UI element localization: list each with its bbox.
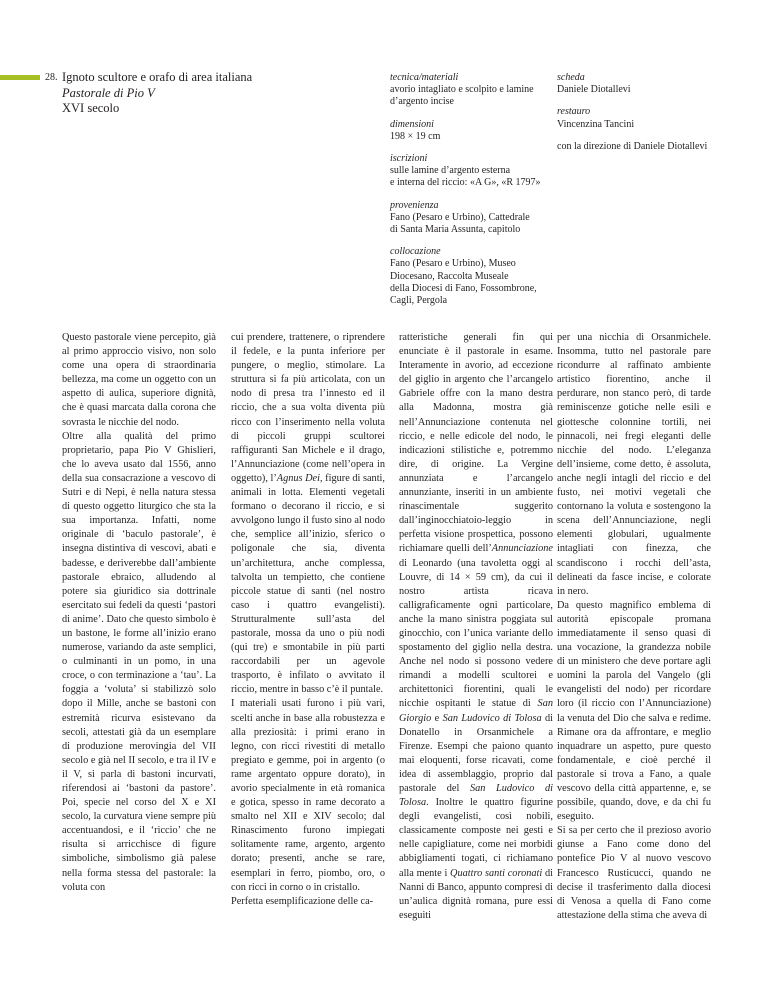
paragraph: I materiali usati furono i più vari, scelti anche in base alla robustezza e alla preziosità: i primi erano in legno, con ricci rivestiti di metallo pregiato e gemme, poi in argento (o rame argentato oppure dorato), in avorio specialmente in età romanica e gotica, spesso in rame decorato a smalto nel XII e XIV secolo; dal Rinascimento furono impiegati solitamente rame, argento, argento dorato; presenti, anche se rare, esemplari in ferro, piombo, oro, o con ricci in corno o in cristallo. [231, 698, 385, 893]
accent-bar [0, 75, 40, 80]
iscrizioni-line: e interna del riccio: «A G», «R 1797» [390, 177, 541, 189]
entry-title: Pastorale di Pio V [62, 85, 155, 100]
entry-author: Ignoto scultore e orafo di area italiana [62, 70, 253, 84]
entry-date: XVI secolo [62, 101, 120, 115]
scheda-value: Daniele Diotallevi [557, 84, 631, 96]
iscrizioni-label: iscrizioni [390, 153, 428, 165]
collocazione-label: collocazione [390, 246, 441, 258]
paragraph: per una nicchia di Orsanmichele. Insomma, tutto nel pastorale pare ricondurre al raffinato ambiente artistico fiorentino, anche il perdurare, non stanco però, di tarde reminiscenze gotiche nelle esili e giottesche colonnine tortili, nei pinnacoli, nei fregi eleganti delle nicchie del nodo. L’eleganza dell’insieme, come detto, è assoluta, anche negli intagli del riccio e del fusto, nei motivi vegetali che contornano la voluta e sostengono la scena dell’Annunciazione, negli elementi globulari, ugualmente intagliati con finezza, che scandiscono i rocchi dell’asta, delineati da fasce incise, e colorate in nero. [557, 332, 711, 597]
paragraph: Perfetta esemplificazione delle ca- [231, 895, 374, 907]
tecnica-line: avorio intagliato e scolpito e lamine [390, 84, 534, 96]
paragraph: ratteristiche generali fin qui enunciate è il pastorale in esame. Interamente in avorio, ad eccezione del giglio in argento che l’arcangelo Gabriele offre con la mano destra alla Madonna, mostra già nell’Annunciazione contenuta nel riccio, e nelle edicole del nodo, le indicazioni stilistiche e, potremmo dire, di origine. La Vergine annunziata e l’arcangelo annunziante, inseriti in un ambiente rinascimentale suggerito dall’inginocchiatoio-leggio in perfetta visione prospettica, possono richiamare quelli dell’Annunciazione di Leonardo (una tavoletta oggi al Louvre, di 14 × 59 cm), da cui il nostro artista ricava calligraficamente ogni particolare, anche la mano sinistra poggiata sul ginocchio, con l’unica variante dello spostamento del giglio nella destra. Anche nel nodo si possono vedere rimandi a modelli scultorei e architettonici fiorentini, quali le nicchie ospitanti le statue di San Giorgio e San Ludovico di Tolosa di Donatello in Orsanmichele a Firenze. Esempi che paiono quanto mai eloquenti, forse ricavati, come idea di assemblaggio, proprio dal pastorale del San Ludovico di Tolosa. Inoltre le quattro figurine degli evangelisti, così nobili, classicamente composte nei gesti e nelle capigliature, come nei morbidi abbigliamenti togati, ci richiamano alla mente i Quattro santi coronati di Nanni di Banco, appunto compresi di un’aulica dignità romana, pure essi eseguiti [399, 332, 554, 921]
provenienza-line: di Santa Maria Assunta, capitolo [390, 224, 521, 236]
iscrizioni-line: sulle lamine d’argento esterna [390, 165, 511, 177]
body-column-4 [557, 331, 711, 923]
direzione-note: con la direzione di Daniele Diotallevi [557, 140, 708, 152]
tecnica-line: d’argento incise [390, 96, 454, 108]
collocazione-line: Diocesano, Raccolta Museale [390, 270, 509, 282]
collocazione-line: Fano (Pesaro e Urbino), Museo [390, 258, 516, 270]
credits [557, 72, 757, 153]
dimensioni-value: 198 × 19 cm [390, 130, 441, 142]
dimensioni-label: dimensioni [390, 118, 434, 130]
body-column-1 [62, 331, 216, 895]
collocazione-line: della Diocesi di Fano, Fossombrone, [390, 282, 537, 294]
provenienza-label: provenienza [390, 199, 439, 211]
body-column-2 [231, 331, 385, 909]
paragraph: Si sa per certo che il prezioso avorio giunse a Fano come dono del pontefice Pio V al nuovo vescovo Francesco Rusticucci, quando ne decise il trasferimento dalla diocesi di Venosa a quella di Fano come attestazione della stima che aveva di [557, 825, 711, 921]
restauro-value: Vincenzina Tancini [557, 118, 635, 130]
collocazione-line: Cagli, Pergola [390, 295, 448, 307]
provenienza-line: Fano (Pesaro e Urbino), Cattedrale [390, 211, 530, 223]
paragraph: Da questo magnifico emblema di autorità episcopale promana immediatamente il senso quasi di una vocazione, la grandezza nobile di un ministero che deve portare agli uomini la parola del Vangelo (gli evangelisti del nodo) per ricordare loro (il riccio con l’Annunciazione) la venuta del Dio che salva e redime. Rimane ora da affrontare, e meglio inquadrare un aspetto, pure questo fondamentale, e cioè perché il pastorale si trova a Fano, a quale vescovo della città appartenne, e, se possibile, quando, dove, e da chi fu eseguito. [557, 599, 711, 823]
technical-data [390, 72, 565, 307]
paragraph: Questo pastorale viene percepito, già al primo approccio visivo, non solo come una opera di straordinaria bellezza, ma come un oggetto con un aspetto di aulica, superiore dignità, che è quasi marcata dalla corona che sovrasta le nicchie del nodo. [62, 332, 216, 428]
entry-number: 28. [45, 72, 58, 83]
restauro-label: restauro [557, 106, 591, 118]
paragraph: Oltre alla qualità del primo proprietario, papa Pio V Ghislieri, che lo aveva usato dal 1556, anno della sua consacrazione a vescovo di Sutri e di Nepi, è nella natura stessa di questo oggetto liturgico che sta la sua importanza. Infatti, nome originale di ‘baculo pastorale’, è insegna distintiva di vescovi, abati e badesse, e deriverebbe dall’ambiente pastorale ebraico, alludendo al potere sia giuridico sia dottrinale esercitato sui fedeli da questi ‘pastori di anime’. Dato che questo simbolo è un bastone, le forme all’inizio erano numerose, variando da aste semplici, o culminanti in un pomo, in una croce, o con terminazione a ‘tau’. La foggia a ‘voluta’ si stabilizzò solo dopo il Mille, anche se bastoni con estremità ricurva esistevano da secoli, attestati già da un esemplare di produzione merovingia del VII secolo e già nel II secolo, e tra il IV e il V, si parla di bastoni incurvati, riferendosi ai ‘bastoni da pastore’. Poi, specie nel corso del X e XI secolo, la curvatura viene sempre più accentuandosi, e il ‘riccio’ che ne risulta si arricchisce di figure simboliche, simbolismo già palese nella forma stessa del pastorale: la voluta con [62, 430, 216, 893]
tecnica-label: tecnica/materiali [390, 72, 459, 83]
body-column-3 [399, 331, 553, 923]
scheda-label: scheda [557, 72, 585, 83]
paragraph: cui prendere, trattenere, o riprendere il fedele, e la punta inferiore per pungere, o meglio, stimolare. La struttura si fa più articolata, con un nodo di presa tra l’innesto ed il riccio, che a sua volta diventa più ricco con l’inserimento nella voluta di piccoli gruppi scultorei raffiguranti San Michele e il drago, l’Annunciazione (come nell’opera in oggetto), l’Agnus Dei, figure di santi, animali in lotta. Elementi vegetali formano o decorano il riccio, e si avvolgono lungo il fusto sino al nodo che, semplice all’inizio, sferico o poligonale che sia, diventa un’architettura, anche complessa, talvolta un tempietto, che contiene piccole statue di santi (nel nostro caso i quattro evangelisti). Strutturalmente sull’asta del pastorale, mossa da uno o più nodi (qui tre) e smontabile in più parti raccordabili per un agevole trasporto, è infilato o avvitato il riccio, mentre in basso c’è il puntale. [231, 332, 385, 696]
